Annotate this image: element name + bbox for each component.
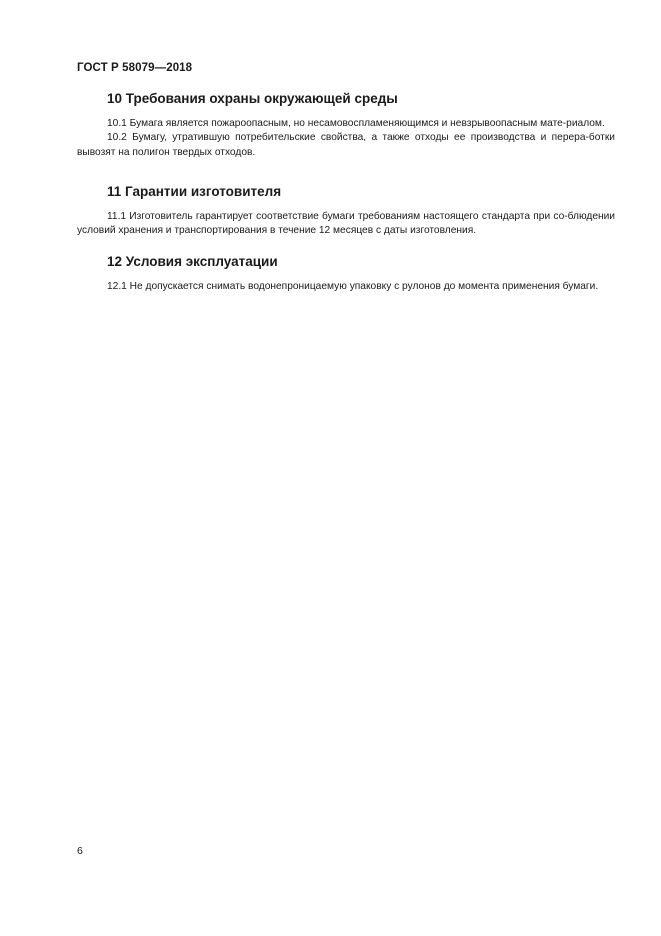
- document-code: ГОСТ Р 58079—2018: [77, 62, 193, 74]
- paragraph: 10.1 Бумага является пожароопасным, но несамовоспламеняющимся и невзрывоопасным мате-риалом.: [107, 118, 605, 129]
- page-number: 6: [77, 845, 83, 857]
- paragraph: 11.1 Изготовитель гарантирует соответствие бумаги требованиям настоящего стандарта при со-блюдении условий хранения и транспортирования в течение 12 месяцев с даты изготовления.: [77, 211, 615, 237]
- section-operating-conditions: [77, 254, 615, 294]
- section-title: 11 Гарантии изготовителя: [107, 184, 282, 199]
- section-manufacturer-warranty: [77, 184, 615, 239]
- section-title: 12 Условия эксплуатации: [107, 254, 278, 269]
- section-title: 10 Требования охраны окружающей среды: [107, 91, 398, 106]
- paragraph: 10.2 Бумагу, утратившую потребительские свойства, а также отходы ее производства и перера-ботки вывозят на полигон твердых отходов.: [77, 132, 615, 158]
- paragraph: 12.1 Не допускается снимать водонепроницаемую упаковку с рулонов до момента применения бумаги.: [107, 281, 599, 292]
- section-environmental-requirements: [77, 91, 615, 160]
